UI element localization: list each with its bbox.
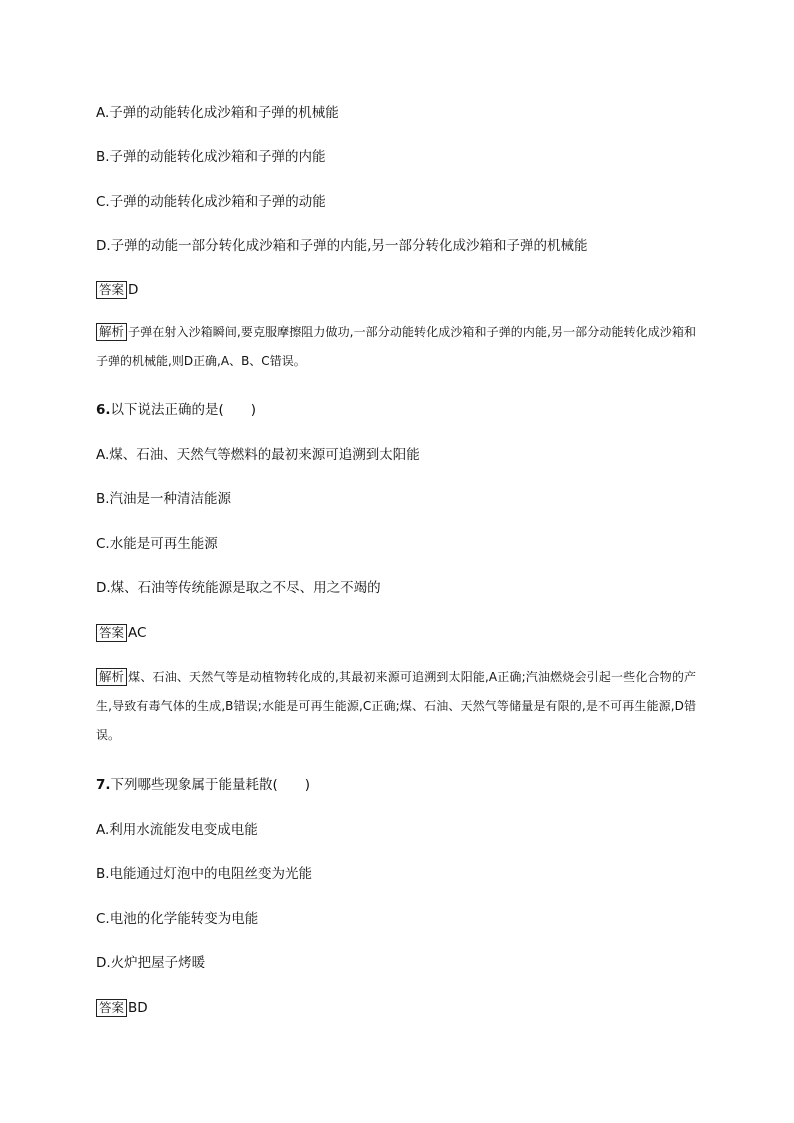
q6-analysis [96, 663, 696, 750]
question-stem: 下列哪些现象属于能量耗散( ) [110, 777, 311, 793]
q7-option-c: C.电池的化学能转变为电能 [96, 911, 259, 927]
q7-stem [96, 776, 310, 794]
q6-option-c: C.水能是可再生能源 [96, 536, 218, 552]
answer-label: 答案 [96, 999, 127, 1017]
q7-answer [96, 999, 148, 1017]
q7-option-a: A.利用水流能发电变成电能 [96, 822, 258, 838]
analysis-text: 煤、石油、天然气等是动植物转化成的,其最初来源可追溯到太阳能,A正确;汽油燃烧会引起一些化合物的产生,导致有毒气体的生成,B错误;水能是可再生能源,C正确;煤、石油、天然气等储量是有限的,是不可再生能源,D错误。 [96, 670, 696, 742]
q6-option-d: D.煤、石油等传统能源是取之不尽、用之不竭的 [96, 580, 381, 596]
q5-option-b: B.子弹的动能转化成沙箱和子弹的内能 [96, 149, 326, 165]
q7-option-b: B.电能通过灯泡中的电阻丝变为光能 [96, 866, 313, 882]
q6-option-b: B.汽油是一种清洁能源 [96, 491, 232, 507]
q7-option-d: D.火炉把屋子烤暖 [96, 955, 206, 971]
answer-value: AC [128, 625, 147, 641]
analysis-label: 解析 [96, 323, 127, 341]
q6-option-a: A.煤、石油、天然气等燃料的最初来源可追溯到太阳能 [96, 447, 420, 463]
answer-value: D [128, 282, 139, 298]
analysis-text: 子弹在射入沙箱瞬间,要克服摩擦阻力做功,一部分动能转化成沙箱和子弹的内能,另一部分动能转化成沙箱和子弹的机械能,则D正确,A、B、C错误。 [96, 325, 696, 368]
answer-value: BD [128, 1000, 148, 1016]
answer-label: 答案 [96, 624, 127, 642]
question-number: 6. [96, 402, 111, 418]
q5-option-a: A.子弹的动能转化成沙箱和子弹的机械能 [96, 105, 339, 121]
q6-stem [96, 401, 256, 419]
question-number: 7. [96, 777, 111, 793]
q5-analysis [96, 318, 696, 376]
question-stem: 以下说法正确的是( ) [110, 402, 257, 418]
answer-label: 答案 [96, 281, 127, 299]
q5-option-d: D.子弹的动能一部分转化成沙箱和子弹的内能,另一部分转化成沙箱和子弹的机械能 [96, 238, 588, 254]
q5-answer [96, 281, 138, 299]
q5-option-c: C.子弹的动能转化成沙箱和子弹的动能 [96, 194, 326, 210]
analysis-label: 解析 [96, 668, 127, 686]
q6-answer [96, 624, 146, 642]
